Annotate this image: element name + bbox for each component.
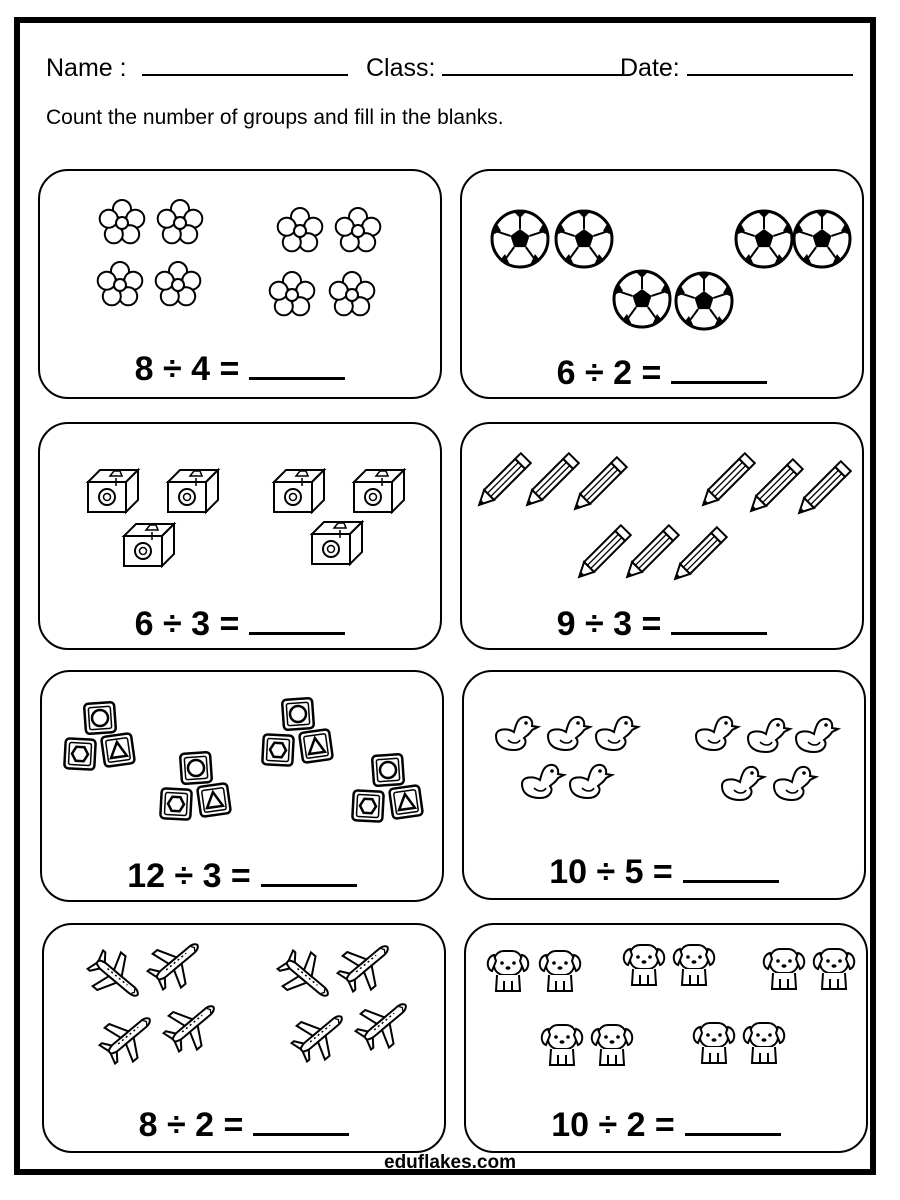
soccer-ball-icon <box>794 210 850 267</box>
soccer-ball-icon <box>556 210 612 267</box>
class-blank[interactable] <box>442 48 622 76</box>
soccer-ball-icon <box>676 272 732 329</box>
puppy-icon <box>624 945 665 985</box>
answer-blank[interactable] <box>671 604 767 635</box>
duck-icon <box>722 767 764 800</box>
name-label: Name : <box>46 54 127 82</box>
equation-text: 9 ÷ 3 = <box>556 605 662 643</box>
shape-block-icon <box>262 698 333 766</box>
sharpener-icon-group <box>40 424 444 594</box>
sharpener-icon <box>88 470 138 512</box>
equation-4 <box>462 604 862 644</box>
equation-8 <box>466 1105 866 1145</box>
date-field[interactable] <box>620 48 853 86</box>
airplane-icon <box>93 1002 163 1071</box>
problem-card-3 <box>38 422 442 650</box>
flower-icon <box>158 200 203 243</box>
answer-blank[interactable] <box>261 856 357 887</box>
problem-card-6 <box>462 670 866 900</box>
puppy-icon <box>542 1025 583 1065</box>
flower-icon <box>98 262 143 305</box>
equation-2 <box>462 353 862 393</box>
pencil-icon <box>746 459 803 516</box>
sharpener-icon <box>124 524 174 566</box>
problem-card-7 <box>42 923 446 1153</box>
airplane-icon <box>157 990 227 1059</box>
soccer-ball-icon-group <box>462 171 866 341</box>
puppy-icon <box>674 945 715 985</box>
puppy-icon <box>540 951 581 991</box>
flower-icon-group <box>40 171 444 341</box>
flower-icon <box>278 208 323 251</box>
puppy-icon <box>814 949 855 989</box>
pencil-icon <box>474 453 531 510</box>
date-label: Date: <box>620 54 680 82</box>
pencil-icon-group <box>462 424 866 594</box>
shape-block-icon <box>352 754 423 822</box>
sharpener-icon <box>274 470 324 512</box>
soccer-ball-icon <box>614 270 670 327</box>
airplane-icon <box>331 930 401 999</box>
answer-blank[interactable] <box>249 604 345 635</box>
equation-text: 6 ÷ 2 = <box>556 354 662 392</box>
pencil-icon <box>570 457 627 514</box>
answer-blank[interactable] <box>253 1105 349 1136</box>
puppy-icon <box>744 1023 785 1063</box>
puppy-icon-group <box>466 925 870 1095</box>
puppy-icon <box>764 949 805 989</box>
equation-text: 10 ÷ 5 = <box>549 853 673 891</box>
duck-icon-group <box>464 672 868 842</box>
instructions: Count the number of groups and fill in the blanks. <box>46 106 504 129</box>
equation-3 <box>40 604 440 644</box>
flower-icon <box>336 208 381 251</box>
duck-icon <box>774 767 816 800</box>
equation-text: 8 ÷ 2 = <box>138 1106 244 1144</box>
duck-icon <box>522 765 564 798</box>
equation-text: 6 ÷ 3 = <box>134 605 240 643</box>
puppy-icon <box>694 1023 735 1063</box>
puppy-icon <box>488 951 529 991</box>
equation-text: 12 ÷ 3 = <box>127 857 251 895</box>
flower-icon <box>156 262 201 305</box>
name-field[interactable] <box>46 48 348 86</box>
answer-blank[interactable] <box>685 1105 781 1136</box>
problem-card-4 <box>460 422 864 650</box>
soccer-ball-icon <box>736 210 792 267</box>
equation-text: 8 ÷ 4 = <box>134 350 240 388</box>
problem-card-1 <box>38 169 442 399</box>
date-blank[interactable] <box>687 48 853 76</box>
sharpener-icon <box>354 470 404 512</box>
equation-7 <box>44 1105 444 1145</box>
sharpener-icon <box>168 470 218 512</box>
duck-icon <box>748 719 790 752</box>
pencil-icon <box>698 453 755 510</box>
problem-card-5 <box>40 670 444 902</box>
duck-icon <box>496 717 538 750</box>
problem-card-8 <box>464 923 868 1153</box>
answer-blank[interactable] <box>683 852 779 883</box>
class-field[interactable] <box>366 48 622 86</box>
airplane-icon-group <box>44 925 448 1095</box>
sharpener-icon <box>312 522 362 564</box>
airplane-icon <box>285 1000 355 1069</box>
class-label: Class: <box>366 54 436 82</box>
shape-block-icon-group <box>42 672 446 852</box>
footer-website: eduflakes.com <box>384 1152 516 1173</box>
shape-block-icon <box>64 702 135 770</box>
airplane-icon <box>81 943 151 1012</box>
equation-1 <box>40 349 440 389</box>
name-blank[interactable] <box>142 48 348 76</box>
shape-block-icon <box>160 752 231 820</box>
answer-blank[interactable] <box>249 349 345 380</box>
airplane-icon <box>271 943 341 1012</box>
puppy-icon <box>592 1025 633 1065</box>
flower-icon <box>330 272 375 315</box>
flower-icon <box>270 272 315 315</box>
airplane-icon <box>141 928 211 997</box>
duck-icon <box>596 717 638 750</box>
equation-6 <box>464 852 864 892</box>
flower-icon <box>100 200 145 243</box>
duck-icon <box>548 717 590 750</box>
airplane-icon <box>349 988 419 1057</box>
pencil-icon <box>574 525 631 582</box>
duck-icon <box>696 717 738 750</box>
duck-icon <box>796 719 838 752</box>
problem-card-2 <box>460 169 864 399</box>
soccer-ball-icon <box>492 210 548 267</box>
equation-text: 10 ÷ 2 = <box>551 1106 675 1144</box>
answer-blank[interactable] <box>671 353 767 384</box>
equation-5 <box>42 856 442 896</box>
duck-icon <box>570 765 612 798</box>
